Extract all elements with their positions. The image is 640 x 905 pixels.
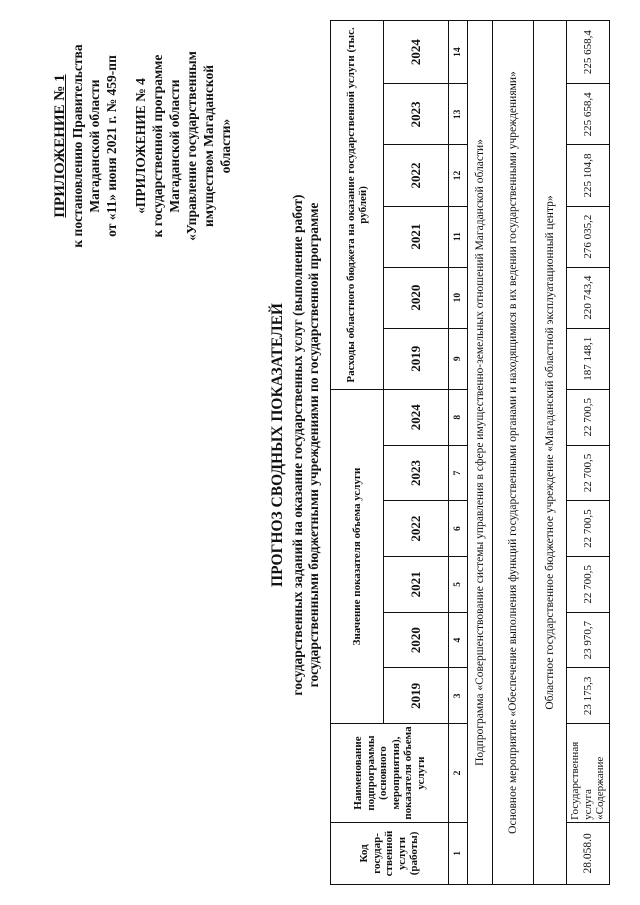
budget-value: 187 148,1	[567, 328, 610, 389]
appendix-line: Магаданской области	[167, 79, 182, 213]
column-number: 8	[449, 389, 468, 445]
appendix-line: к государственной программе	[150, 54, 165, 238]
main-event-row	[493, 21, 534, 885]
year-cell: 2021	[384, 206, 449, 267]
volume-value: 22 700,5	[567, 501, 610, 557]
appendix-line: к постановлению Правительства	[70, 44, 85, 248]
subtitle-line: государственными бюджетными учреждениями по государственной программе	[306, 202, 321, 688]
year-cell: 2021	[384, 557, 449, 613]
year-cell: 2020	[384, 612, 449, 668]
appendix-line: области»	[218, 118, 233, 174]
column-number: 9	[449, 328, 468, 389]
year-cell: 2022	[384, 145, 449, 206]
appendix-line: от «11» июня 2021 г. № 459-пп	[104, 55, 119, 237]
year-cell: 2019	[384, 328, 449, 389]
service-code: 28.058.0	[567, 822, 610, 884]
volume-value: 22 700,5	[567, 389, 610, 445]
volume-value: 22 700,5	[567, 557, 610, 613]
column-number-row	[449, 21, 468, 885]
indicators-table	[330, 20, 610, 885]
page-title: ПРОГНОЗ СВОДНЫХ ПОКАЗАТЕЛЕЙ	[269, 303, 286, 587]
document-heading	[268, 125, 322, 765]
column-number: 14	[449, 21, 468, 84]
appendix-title-2: «ПРИЛОЖЕНИЕ № 4	[133, 78, 148, 214]
budget-value: 220 743,4	[567, 267, 610, 328]
column-number: 1	[449, 822, 468, 884]
volume-value: 22 700,5	[567, 445, 610, 501]
volume-value: 23 175,3	[567, 668, 610, 724]
column-number: 3	[449, 668, 468, 724]
subprogram-row	[468, 21, 493, 885]
volume-value: 23 970,7	[567, 612, 610, 668]
header-row	[331, 21, 384, 885]
appendix-line: «Управление государственным	[184, 51, 199, 241]
column-number: 7	[449, 445, 468, 501]
year-cell: 2024	[384, 389, 449, 445]
header-volume-group: Значение показателя объема услуги	[331, 389, 384, 723]
column-number: 6	[449, 501, 468, 557]
institution-row	[534, 21, 567, 885]
column-number: 5	[449, 557, 468, 613]
institution-title: Областное государственное бюджетное учреждение «Магаданский областной эксплуатационный центр»	[534, 21, 567, 885]
main-event-title: Основное мероприятие «Обеспечение выполнения функций государственными органами и находящимися в их ведении государственными учреждениями»	[493, 21, 534, 885]
column-number: 10	[449, 267, 468, 328]
service-name: Государственная услуга «Содержание	[567, 724, 610, 823]
appendix-title: ПРИЛОЖЕНИЕ № 1	[52, 74, 68, 218]
appendix-line: имуществом Магаданской	[201, 65, 216, 228]
appendix-block	[52, 27, 234, 265]
budget-value: 225 658,4	[567, 21, 610, 84]
column-number: 13	[449, 84, 468, 145]
table-row	[567, 21, 610, 885]
year-cell: 2023	[384, 445, 449, 501]
year-cell: 2020	[384, 267, 449, 328]
subtitle-line: государственных заданий на оказание государственных услуг (выполнение работ)	[290, 194, 305, 696]
column-number: 4	[449, 612, 468, 668]
appendix-line: Магаданской области	[87, 79, 102, 213]
year-cell: 2024	[384, 21, 449, 84]
year-cell: 2023	[384, 84, 449, 145]
budget-value: 225 104,8	[567, 145, 610, 206]
subprogram-title: Подпрограмма «Совершенствование системы управления в сфере имущественно-земельных отношений Магаданской области»	[468, 21, 493, 885]
header-code: Код государ-ственной услуги (работы)	[331, 822, 449, 884]
header-name: Наименование подпрограммы (основного мероприятия), показателя объема услуги	[331, 724, 449, 823]
budget-value: 225 658,4	[567, 84, 610, 145]
year-cell: 2019	[384, 668, 449, 724]
column-number: 12	[449, 145, 468, 206]
budget-value: 276 035,2	[567, 206, 610, 267]
header-budget-group: Расходы областного бюджета на оказание государственной услуги (тыс. рублей)	[331, 21, 384, 390]
column-number: 2	[449, 724, 468, 823]
year-cell: 2022	[384, 501, 449, 557]
column-number: 11	[449, 206, 468, 267]
